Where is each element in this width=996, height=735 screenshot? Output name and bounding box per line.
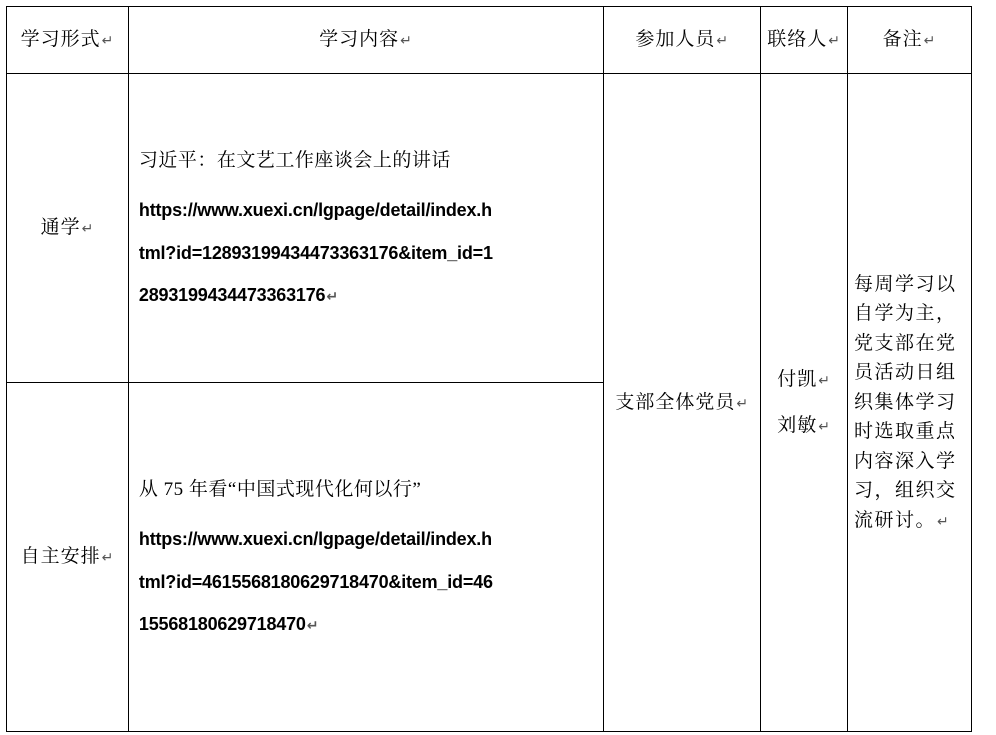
paragraph-mark-icon: ↵ [937, 512, 951, 529]
cell-study-content-1 [128, 74, 603, 383]
header-label-participants: 参加人员 [635, 29, 716, 51]
header-label-contact: 联络人 [767, 29, 828, 51]
study-content-url-line[interactable]: https://www.xuexi.cn/lgpage/detail/index.h [138, 529, 492, 550]
study-content-url-line[interactable]: tml?id=12893199434473363176&item_id=1 [138, 242, 493, 263]
study-plan-table [6, 6, 972, 732]
study-content-title-1: 习近平：在文艺工作座谈会上的讲话 [138, 149, 451, 171]
header-cell-participants [604, 7, 761, 74]
study-content-url-line[interactable] [139, 274, 595, 316]
study-content-url-line[interactable]: tml?id=4615568180629718470&item_id=46 [138, 571, 493, 592]
paragraph-mark-icon: ↵ [736, 394, 750, 411]
contact-name: 付凯 [777, 369, 818, 391]
cell-contacts [761, 74, 848, 732]
contact-item [767, 411, 841, 440]
paragraph-mark-icon: ↵ [818, 372, 831, 389]
cell-study-form-1 [7, 74, 129, 383]
paragraph-mark-icon: ↵ [716, 32, 730, 49]
header-cell-study-form [7, 7, 129, 74]
paragraph-mark-icon: ↵ [818, 417, 831, 434]
cell-participants [604, 74, 761, 732]
cell-study-form-2 [7, 383, 129, 732]
study-content-url-text: 15568180629718470 [138, 613, 306, 634]
study-content-url-text: 2893199434473363176 [138, 284, 326, 305]
paragraph-mark-icon: ↵ [81, 220, 95, 237]
paragraph-mark-icon: ↵ [400, 32, 413, 49]
header-cell-remark [847, 7, 971, 74]
study-form-label-1: 通学 [40, 217, 81, 239]
study-content-url-line[interactable]: https://www.xuexi.cn/lgpage/detail/index.h [138, 200, 492, 221]
study-content-url-line[interactable] [139, 603, 595, 645]
header-cell-study-content [128, 7, 603, 74]
paragraph-mark-icon: ↵ [923, 32, 937, 49]
study-content-block-2 [135, 463, 597, 651]
contact-name: 刘敏 [777, 414, 818, 436]
contact-item [767, 365, 841, 394]
header-cell-contact [761, 7, 848, 74]
cell-study-content-2 [128, 383, 603, 732]
table-header-row [7, 7, 972, 74]
remark-text: 每周学习以自学为主，党支部在党员活动日组织集体学习时选取重点内容深入学习，组织交流研讨。 [853, 274, 957, 531]
paragraph-mark-icon: ↵ [101, 549, 115, 566]
header-label-remark: 备注 [882, 29, 923, 51]
study-form-label-2: 自主安排 [20, 546, 101, 568]
participants-label: 支部全体党员 [615, 391, 736, 413]
paragraph-mark-icon: ↵ [326, 287, 338, 304]
study-content-block-1 [135, 134, 597, 322]
header-label-study-form: 学习形式 [20, 29, 101, 51]
paragraph-mark-icon: ↵ [101, 32, 115, 49]
table-row [7, 74, 972, 383]
paragraph-mark-icon: ↵ [306, 616, 319, 633]
paragraph-mark-icon: ↵ [828, 32, 841, 49]
study-content-title-2: 从 75 年看“中国式现代化何以行” [138, 478, 422, 500]
cell-remark [847, 74, 971, 732]
header-label-study-content: 学习内容 [319, 29, 400, 51]
